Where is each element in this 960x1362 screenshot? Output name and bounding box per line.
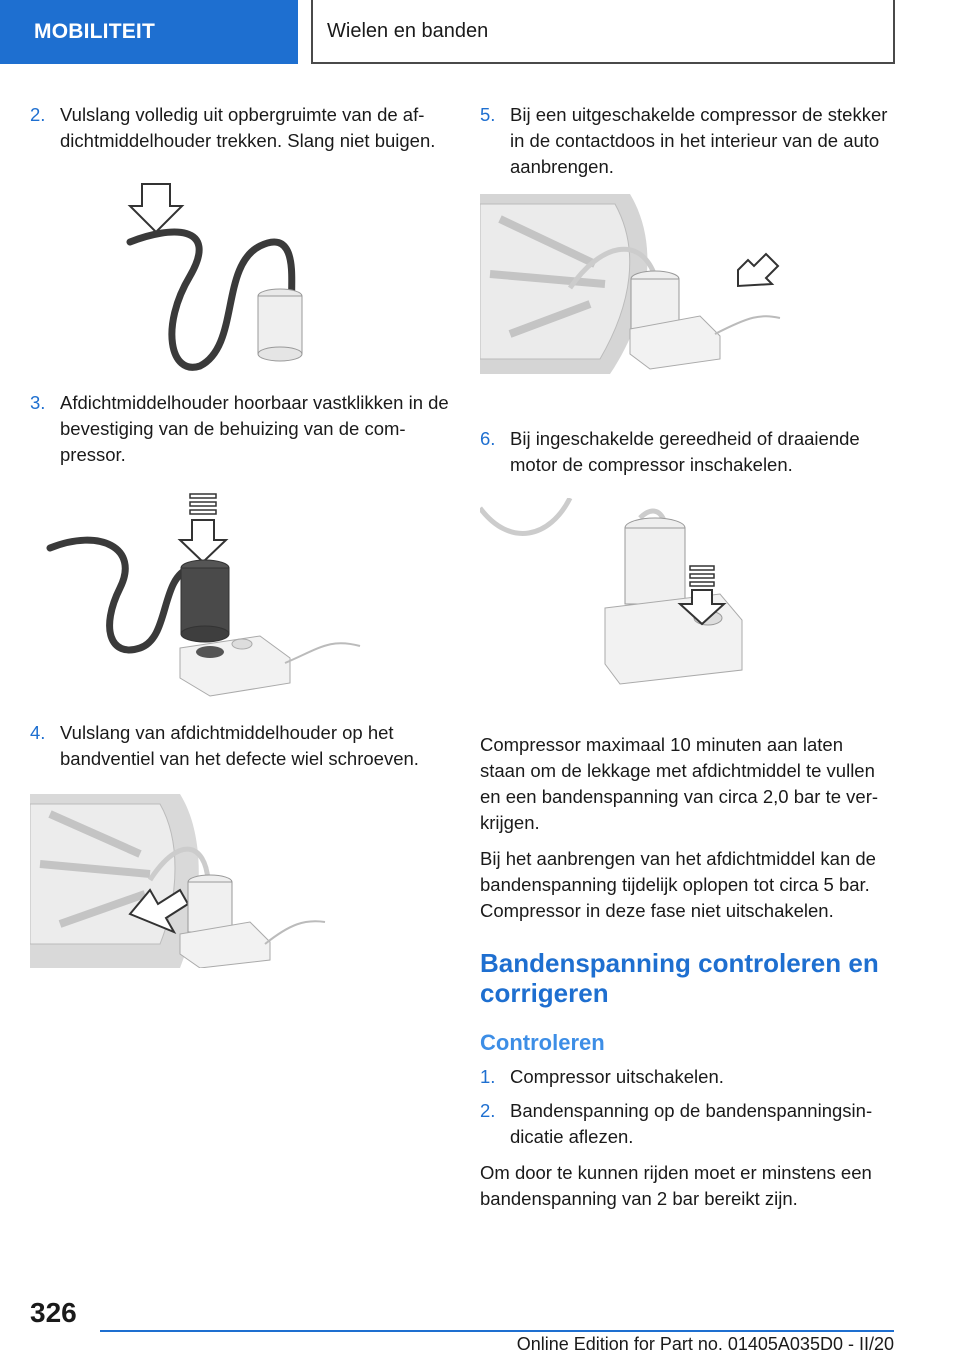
subsection-heading: Controleren [480, 1030, 605, 1055]
step-6 [480, 426, 892, 478]
step-text: Afdichtmiddelhouder hoorbaar vastklikken in de bevestiging van de behuizing van de compressor. [60, 392, 449, 465]
section-heading: Bandenspanning controleren en corrigeren [480, 948, 879, 1008]
figure-valve [30, 794, 450, 968]
step-text: Bandenspanning op de bandenspanningsindicatie aflezen. [510, 1100, 873, 1147]
page-number: 326 [30, 1297, 77, 1328]
left-column [30, 102, 450, 968]
step-number: 5. [480, 104, 496, 125]
step-number: 2. [30, 104, 46, 125]
right-column [480, 102, 892, 1212]
section-title: MOBILITEIT [34, 20, 155, 43]
step-number: 4. [30, 722, 46, 743]
step-2 [30, 102, 450, 154]
step-number: 1. [480, 1066, 496, 1087]
footer-edition: Online Edition for Part no. 01405A035D0 - II/20 [516, 1334, 894, 1354]
down-arrow-icon [130, 184, 182, 232]
chapter-title: Wielen en banden [327, 19, 489, 42]
step-text: Vulslang volledig uit opbergruimte van de afdichtmiddelhouder trekken. Slang niet buigen. [60, 104, 436, 151]
paragraph-minimum: Om door te kunnen rijden moet er minstens een bandenspanning van 2 bar bereikt zijn. [480, 1162, 872, 1209]
footer-rule [100, 1330, 894, 1332]
arrow-icon [738, 254, 778, 286]
chapter-header [311, 0, 895, 64]
figure-switch-on [480, 498, 892, 698]
check-step-2 [480, 1098, 892, 1150]
step-number: 6. [480, 428, 496, 449]
figure-click-in [30, 488, 450, 698]
step-number: 2. [480, 1100, 496, 1121]
section-tab [0, 0, 298, 64]
figure-hose [30, 176, 450, 372]
check-step-1 [480, 1064, 892, 1090]
step-3 [30, 390, 450, 468]
hose-icon [50, 540, 190, 650]
step-number: 3. [30, 392, 46, 413]
step-text: Vulslang van afdichtmiddelhouder op het bandventiel van het defecte wiel schroeven. [60, 722, 419, 769]
step-text: Bij ingeschakelde gereedheid of draaiende motor de compressor inschakelen. [510, 428, 860, 475]
paragraph-duration: Compressor maximaal 10 minuten aan laten staan om de lekkage met afdichtmiddel te vullen en een bandenspanning van circa 2,0 bar te verkrijgen. [480, 734, 879, 833]
step-text: Bij een uitgeschakelde compressor de stekker in de contactdoos in het interieur van de auto aanbrengen. [510, 104, 888, 177]
figure-plug [480, 194, 892, 384]
step-5 [480, 102, 892, 180]
step-text: Compressor uitschakelen. [510, 1066, 724, 1087]
paragraph-pressure: Bij het aanbrengen van het afdichtmiddel kan de bandenspanning tijdelijk oplopen tot circa 5 bar. Compressor in deze fase niet uitschakelen. [480, 848, 876, 921]
down-arrow-icon [180, 520, 226, 562]
step-4 [30, 720, 450, 772]
